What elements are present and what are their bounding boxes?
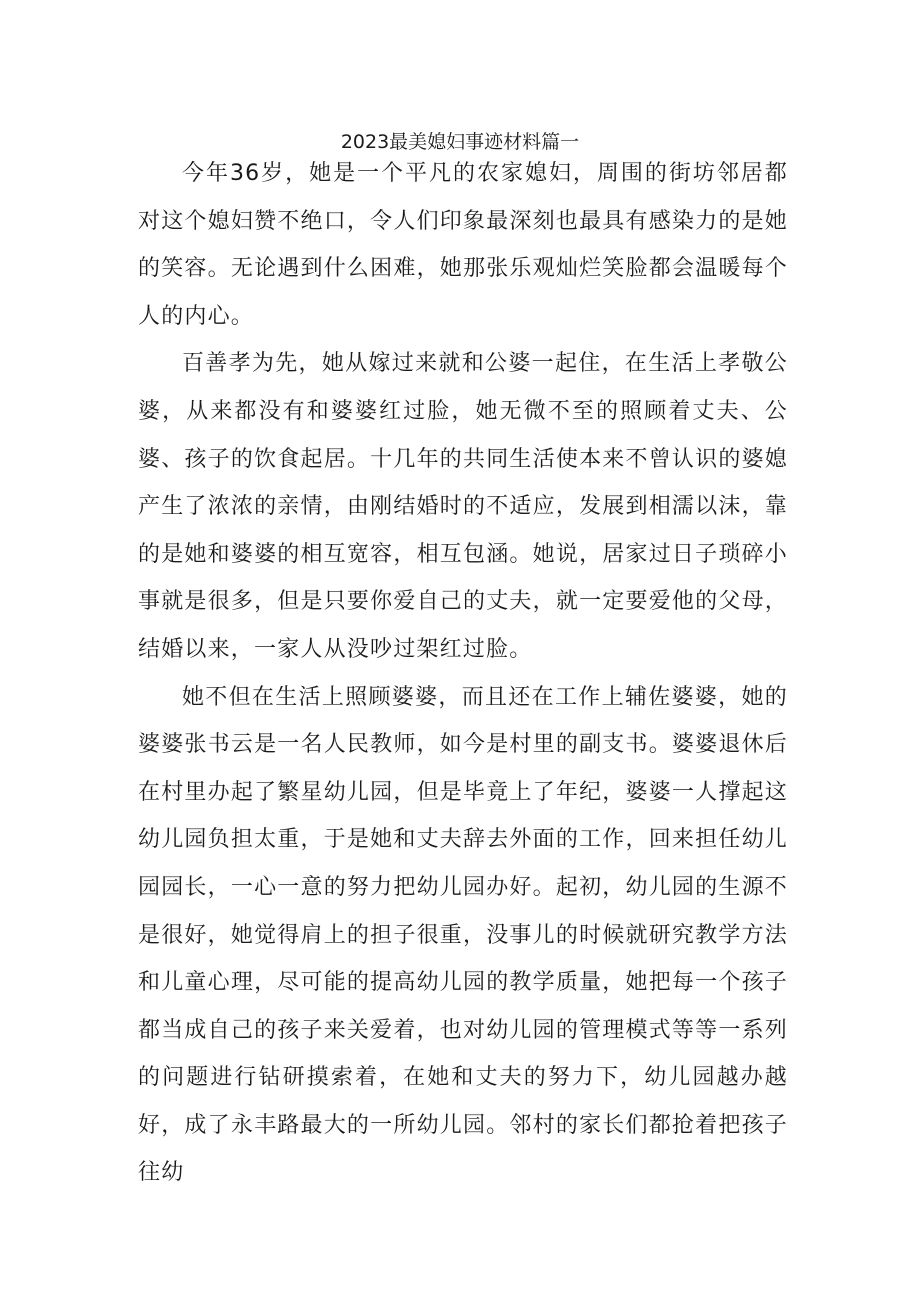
document-body bbox=[138, 150, 788, 1197]
document-title: 2023最美媳妇事迹材料篇一 bbox=[340, 131, 580, 153]
paragraph-1: 今年36岁，她是一个平凡的农家媳妇，周围的街坊邻居都对这个媳妇赞不绝口，令人们印象最深刻也最具有感染力的是她的笑容。无论遇到什么困难，她那张乐观灿烂笑脸都会温暖每个人的内心。 bbox=[138, 161, 788, 329]
paragraph-2: 百善孝为先，她从嫁过来就和公婆一起住，在生活上孝敬公婆，从来都没有和婆婆红过脸，她无微不至的照顾着丈夫、公婆、孩子的饮食起居。十几年的共同生活使本来不曾认识的婆媳产生了浓浓的亲情，由刚结婚时的不适应，发展到相濡以沫，靠的是她和婆婆的相互宽容，相互包涵。她说，居家过日子琐碎小事就是很多，但是只要你爱自己的丈夫，就一定要爱他的父母，结婚以来，一家人从没吵过架红过脸。 bbox=[138, 351, 788, 662]
paragraph-3: 她不但在生活上照顾婆婆，而且还在工作上辅佐婆婆，她的婆婆张书云是一名人民教师，如今是村里的副支书。婆婆退休后在村里办起了繁星幼儿园，但是毕竟上了年纪，婆婆一人撑起这幼儿园负担太重，于是她和丈夫辞去外面的工作，回来担任幼儿园园长，一心一意的努力把幼儿园办好。起初，幼儿园的生源不是很好，她觉得肩上的担子很重，没事儿的时候就研究教学方法和儿童心理，尽可能的提高幼儿园的教学质量，她把每一个孩子都当成自己的孩子来关爱着，也对幼儿园的管理模式等等一系列的问题进行钻研摸索着，在她和丈夫的努力下，幼儿园越办越好，成了永丰路最大的一所幼儿园。邻村的家长们都抢着把孩子往幼 bbox=[138, 684, 788, 1186]
